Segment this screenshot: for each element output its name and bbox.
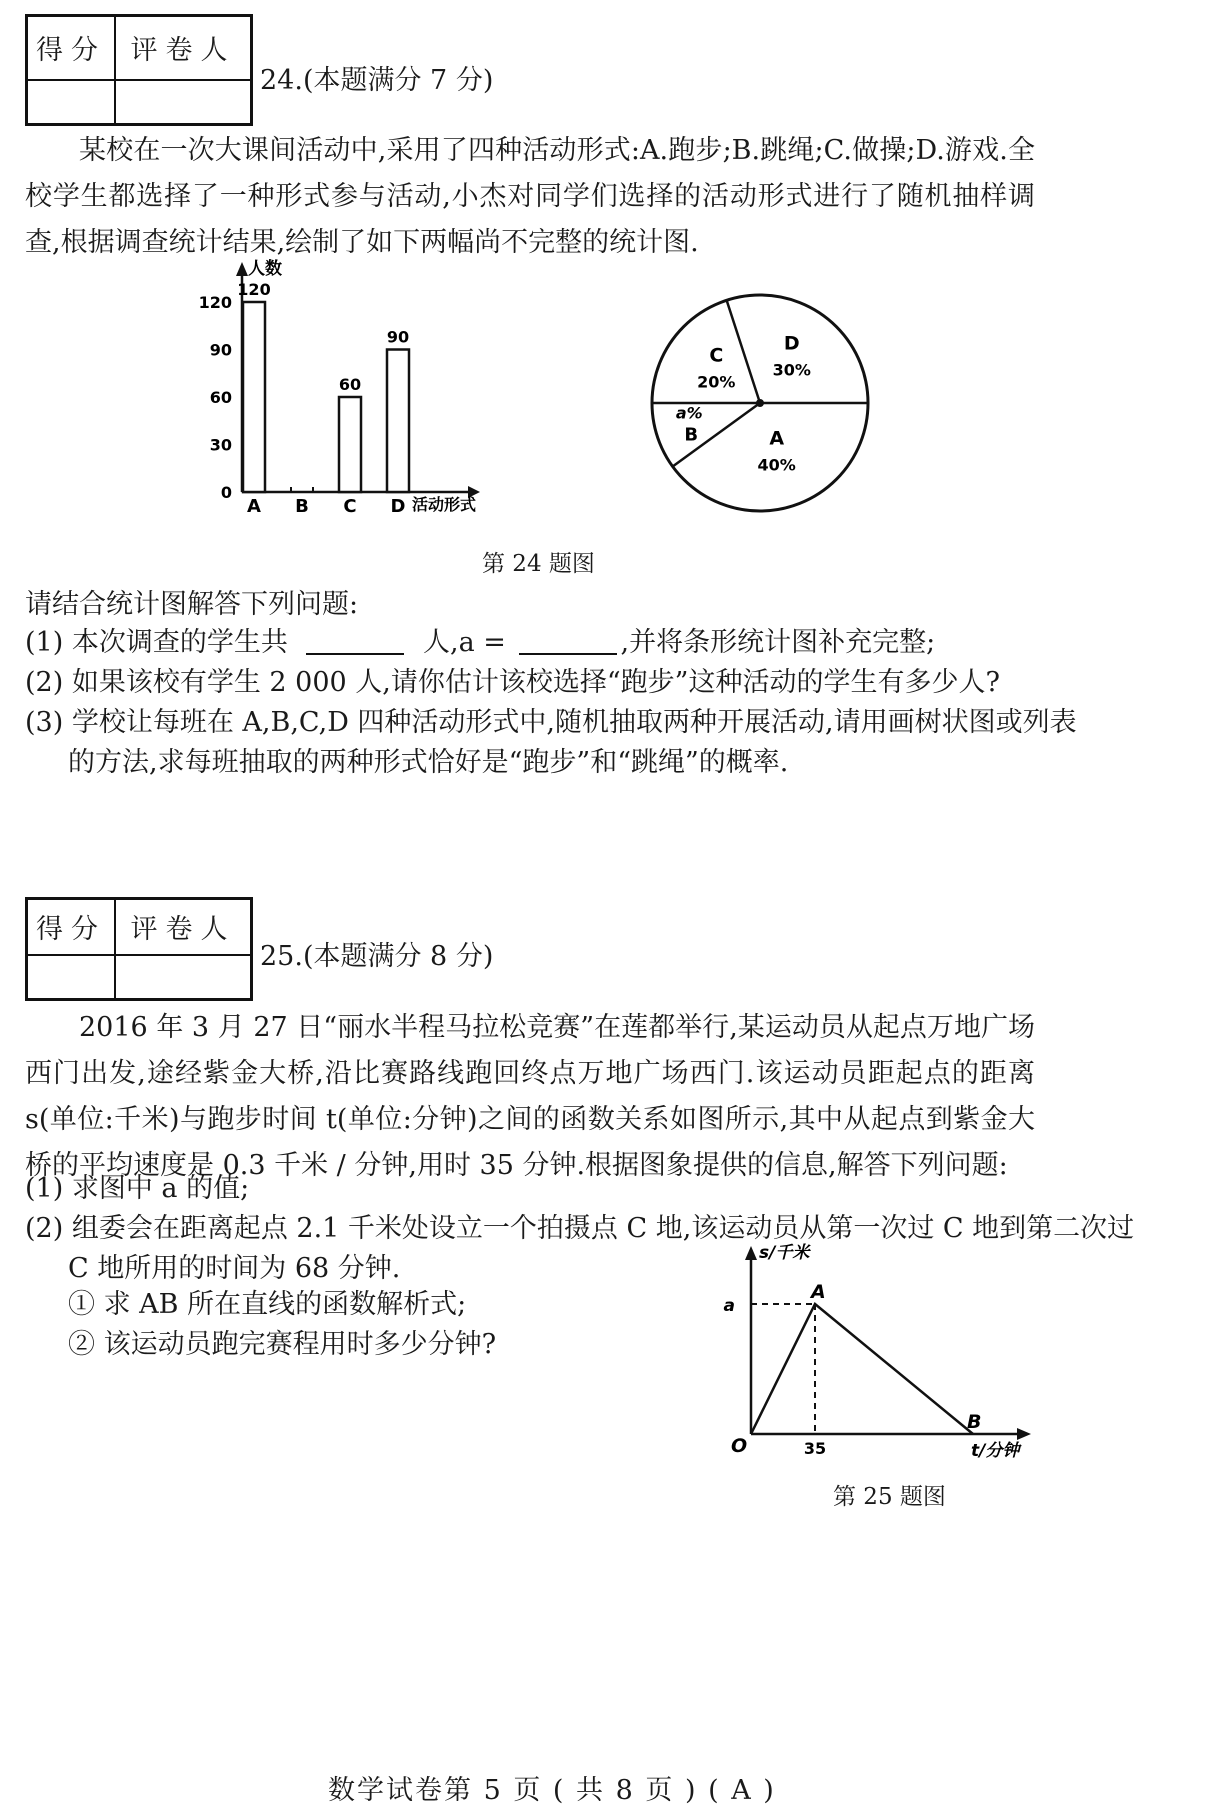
- q24-sub2: (2) 如果该校有学生 2 000 人,请你估计该校选择“跑步”这种活动的学生有多少人?: [25, 667, 1000, 698]
- x-tick-label: B: [295, 496, 309, 517]
- q25-sub2-line1: (2) 组委会在距离起点 2.1 千米处设立一个拍摄点 C 地,该运动员从第一次过 C 地到第二次过: [25, 1213, 1135, 1244]
- point-label-A: A: [811, 1281, 826, 1303]
- grader-cell[interactable]: [115, 955, 252, 1000]
- answer-blank-a[interactable]: [519, 623, 617, 655]
- y-tick-label: 30: [209, 435, 232, 455]
- q25-sub2-line2: C 地所用的时间为 68 分钟.: [68, 1253, 401, 1284]
- y-axis-arrow: [236, 262, 248, 276]
- q25-figure-caption: 第 25 题图: [833, 1484, 946, 1510]
- score-cell[interactable]: [27, 80, 116, 125]
- bar-D: [387, 350, 409, 493]
- x-tick-label: C: [343, 496, 357, 517]
- q24-sub1-text-a: (1) 本次调查的学生共: [25, 627, 288, 658]
- bar-value-label: 90: [386, 327, 410, 347]
- q25-sub2-part-i: ② 该运动员跑完赛程用时多少分钟?: [68, 1329, 497, 1360]
- q25-title: 25.(本题满分 8 分): [260, 941, 494, 972]
- grader-label: 评卷人: [115, 16, 252, 80]
- graph-line-OAB: [751, 1304, 973, 1434]
- point-label-O: O: [731, 1435, 748, 1457]
- grader-label: 评卷人: [115, 899, 252, 955]
- q24-sub3-line2: 的方法,求每班抽取的两种形式恰好是“跑步”和“跳绳”的概率.: [68, 747, 789, 778]
- q25-function-graph: [725, 1240, 1040, 1465]
- y-axis-label: 人数: [248, 259, 282, 279]
- q24-figure-caption: 第 24 题图: [482, 551, 595, 577]
- y-tick-label: 120: [198, 293, 232, 312]
- q25-intro: 2016 年 3 月 27 日“丽水半程马拉松竞赛”在莲都举行,某运动员从起点万地广场西门出发,途经紫金大桥,沿比赛路线跑回终点万地广场西门.该运动员距起点的距离 s(单位:千米)与跑步时间 t(单位:分钟)之间的函数关系如图所示,其中从起点到紫金大桥的平均速度是 0.3 千米 / 分钟,用时 35 分钟.根据图象提供的信息,解答下列问题:: [25, 1012, 1035, 1181]
- q24-intro: 某校在一次大课间活动中,采用了四种活动形式:A.跑步;B.跳绳;C.做操;D.游戏.全校学生都选择了一种形式参与活动,小杰对同学们选择的活动形式进行了随机抽样调查,根据调查统计结果,绘制了如下两幅尚不完整的统计图.: [25, 135, 1035, 258]
- q24-pie-chart: [640, 285, 880, 525]
- pie-slice-pct-C: 20%: [697, 372, 736, 392]
- pie-slice-pct-A: 40%: [757, 455, 796, 475]
- pie-slice-pct-B: a%: [675, 403, 703, 423]
- pie-slice-label-B: B: [684, 424, 699, 446]
- pie-slice-label-D: D: [783, 332, 800, 355]
- x-tick-label: A: [247, 496, 261, 517]
- y-tick-label: a: [723, 1296, 735, 1316]
- q25-sub1: (1) 求图中 a 的值;: [25, 1173, 250, 1204]
- y-axis-label: s/千米: [759, 1243, 810, 1263]
- q25-score-box: [25, 897, 253, 1001]
- q24-title: 24.(本题满分 7 分): [260, 65, 494, 96]
- x-axis-label: t/分钟: [971, 1441, 1020, 1461]
- bar-A: [243, 302, 265, 492]
- x-tick-label: D: [390, 496, 406, 517]
- y-tick-label: 90: [209, 340, 232, 360]
- pie-slice-label-C: C: [709, 344, 724, 367]
- bar-value-label: 60: [338, 375, 362, 394]
- pie-slice-label-A: A: [769, 427, 785, 450]
- y-tick-label: 0: [220, 483, 232, 502]
- q25-sub2-part-ii: ① 求 AB 所在直线的函数解析式;: [68, 1289, 467, 1320]
- score-cell[interactable]: [27, 955, 116, 1000]
- pie-center: [756, 399, 764, 407]
- grader-cell[interactable]: [115, 80, 252, 125]
- q24-score-box: [25, 14, 253, 126]
- x-axis-arrow: [1017, 1428, 1031, 1440]
- answer-blank-total[interactable]: [306, 623, 404, 655]
- pie-slice-pct-D: 30%: [772, 360, 811, 380]
- x-tick-label: 35: [803, 1439, 827, 1458]
- q24-sub1-text-c: ,并将条形统计图补充完整;: [620, 627, 936, 658]
- point-label-B: B: [967, 1411, 982, 1433]
- page-footer: 数学试卷第 5 页 ( 共 8 页 ) ( A ): [328, 1775, 776, 1806]
- q24-bar-chart: [180, 250, 500, 530]
- q24-sub1-text-b: 人,a =: [423, 627, 506, 658]
- x-axis-label: 活动形式: [412, 495, 477, 514]
- bar-value-label: 120: [237, 280, 271, 299]
- score-label: 得分: [27, 16, 116, 80]
- y-tick-label: 60: [209, 388, 232, 407]
- bar-C: [339, 397, 361, 492]
- q24-sub3-line1: (3) 学校让每班在 A,B,C,D 四种活动形式中,随机抽取两种开展活动,请用画树状图或列表: [25, 707, 1077, 738]
- q24-lead: 请结合统计图解答下列问题:: [25, 589, 359, 620]
- y-axis-arrow: [745, 1246, 757, 1260]
- score-label: 得分: [27, 899, 116, 955]
